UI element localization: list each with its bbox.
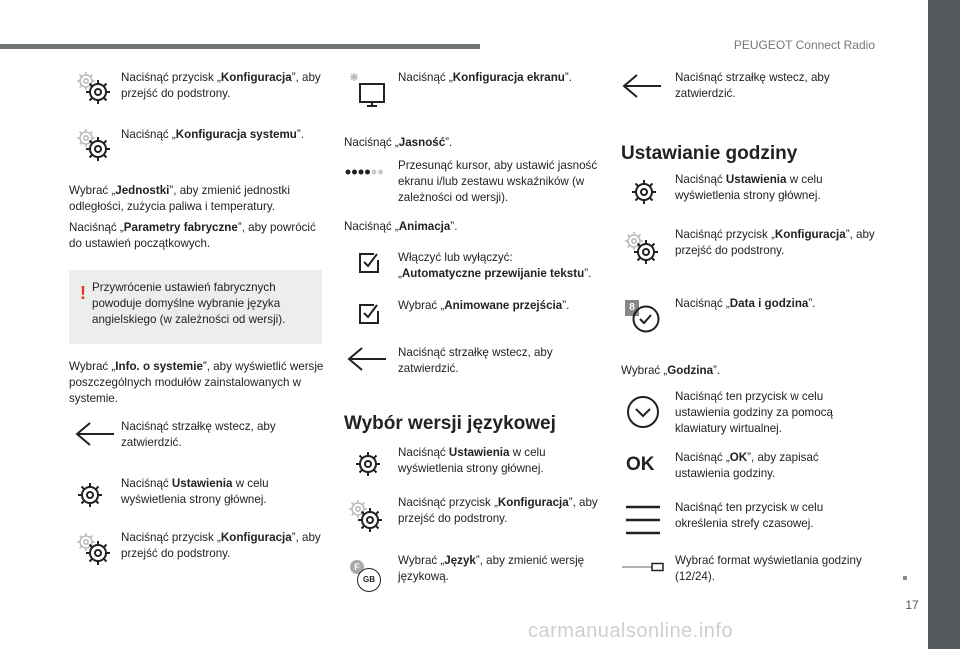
settings-gears-icon	[346, 497, 386, 537]
heading-language: Wybór wersji językowej	[344, 413, 556, 434]
brightness-slider-icon	[345, 166, 387, 178]
paragraph-animation: Naciśnąć „Animacja”.	[344, 220, 458, 233]
step-back-confirm: Naciśnąć strzałkę wstecz, aby zatwierdzić.	[121, 420, 276, 449]
step-virtual-keyboard: Naciśnąć ten przycisk w celu ustawienia godziny za pomocą klawiatury wirtualnej.	[675, 390, 833, 435]
ok-icon: OK	[626, 454, 655, 475]
heading-time: Ustawianie godziny	[621, 143, 798, 164]
step-auto-scroll: Włączyć lub wyłączyć: „Automatyczne przewijanie tekstu”.	[398, 251, 592, 280]
step-system-configuration: Naciśnąć „Konfiguracja systemu”.	[121, 128, 304, 141]
settings-gears-icon	[622, 229, 662, 269]
language-icon-bottom: GB	[357, 568, 381, 592]
step-time-format: Wybrać format wyświetlania godziny (12/24).	[675, 554, 862, 583]
confirm-circle-icon	[626, 395, 660, 429]
step-brightness-slider: Przesunąć kursor, aby ustawić jasność ekranu i/lub zestawu wskaźników (w zależności od wersji).	[398, 159, 598, 204]
settings-gear-icon	[74, 479, 106, 511]
settings-gears-icon	[74, 530, 114, 570]
header-title: PEUGEOT Connect Radio	[733, 38, 875, 52]
back-arrow-icon	[74, 421, 116, 447]
warning-note-text: Przywrócenie ustawień fabrycznych powoduje domyślne wybranie języka angielskiego (w zależności od wersji).	[92, 281, 286, 326]
step-ok-save: Naciśnąć „OK”, aby zapisać ustawienia godziny.	[675, 451, 819, 480]
paragraph-hour: Wybrać „Godzina”.	[621, 364, 721, 377]
step-settings: Naciśnąć Ustawienia w celu wyświetlenia strony głównej.	[121, 477, 269, 506]
step-configuration: Naciśnąć przycisk „Konfiguracja”, aby przejść do podstrony.	[121, 71, 321, 100]
clock-icon	[631, 304, 661, 334]
watermark: carmanualsonline.info	[528, 620, 734, 642]
step-settings-2: Naciśnąć Ustawienia w celu wyświetlenia strony głównej.	[398, 446, 546, 475]
paragraph-factory-settings: Naciśnąć „Parametry fabryczne”, aby powrócić do ustawień początkowych.	[69, 221, 316, 250]
step-time-zone: Naciśnąć ten przycisk w celu określenia strefy czasowej.	[675, 501, 824, 530]
settings-gears-icon	[74, 69, 114, 109]
checkbox-icon	[357, 251, 381, 275]
calendar-badge: 8	[625, 300, 639, 316]
settings-gear-icon	[628, 176, 660, 208]
step-configuration-2: Naciśnąć przycisk „Konfiguracja”, aby przejść do podstrony.	[121, 531, 321, 560]
step-settings-3: Naciśnąć Ustawienia w celu wyświetlenia strony głównej.	[675, 173, 823, 202]
warning-icon: !	[80, 283, 86, 303]
language-icon	[350, 560, 386, 592]
step-back-confirm-2: Naciśnąć strzałkę wstecz, aby zatwierdzić.	[398, 346, 553, 375]
back-arrow-icon	[346, 346, 388, 372]
list-menu-icon	[624, 503, 662, 537]
page-number: 17	[905, 598, 919, 612]
step-animated-transitions: Wybrać „Animowane przejścia”.	[398, 299, 570, 312]
paragraph-units: Wybrać „Jednostki”, aby zmienić jednostki odległości, zużycia paliwa i temperatury.	[69, 184, 290, 213]
checkbox-icon	[357, 302, 381, 326]
clock-date-icon	[625, 298, 663, 334]
step-configuration-4: Naciśnąć przycisk „Konfiguracja”, aby przejść do podstrony.	[675, 228, 875, 257]
step-date-time: Naciśnąć „Data i godzina”.	[675, 297, 816, 310]
settings-gears-icon	[74, 126, 114, 166]
step-back-confirm-3: Naciśnąć strzałkę wstecz, aby zatwierdzić.	[675, 71, 830, 100]
toggle-switch-icon	[622, 562, 664, 572]
side-tab	[928, 0, 960, 649]
paragraph-system-info: Wybrać „Info. o systemie”, aby wyświetlić wersje poszczególnych modułów zainstalowanych w systemie.	[69, 360, 324, 405]
screen-brightness-icon	[346, 72, 386, 108]
settings-gear-icon	[352, 448, 384, 480]
back-arrow-icon	[621, 73, 663, 99]
language-icon-top: F	[350, 560, 364, 574]
header-rule	[0, 44, 480, 49]
page-marker	[903, 576, 907, 580]
step-language: Wybrać „Język”, aby zmienić wersję językową.	[398, 554, 585, 583]
step-screen-configuration: Naciśnąć „Konfiguracja ekranu”.	[398, 71, 572, 84]
paragraph-brightness: Naciśnąć „Jasność”.	[344, 136, 453, 149]
step-configuration-3: Naciśnąć przycisk „Konfiguracja”, aby przejść do podstrony.	[398, 496, 598, 525]
